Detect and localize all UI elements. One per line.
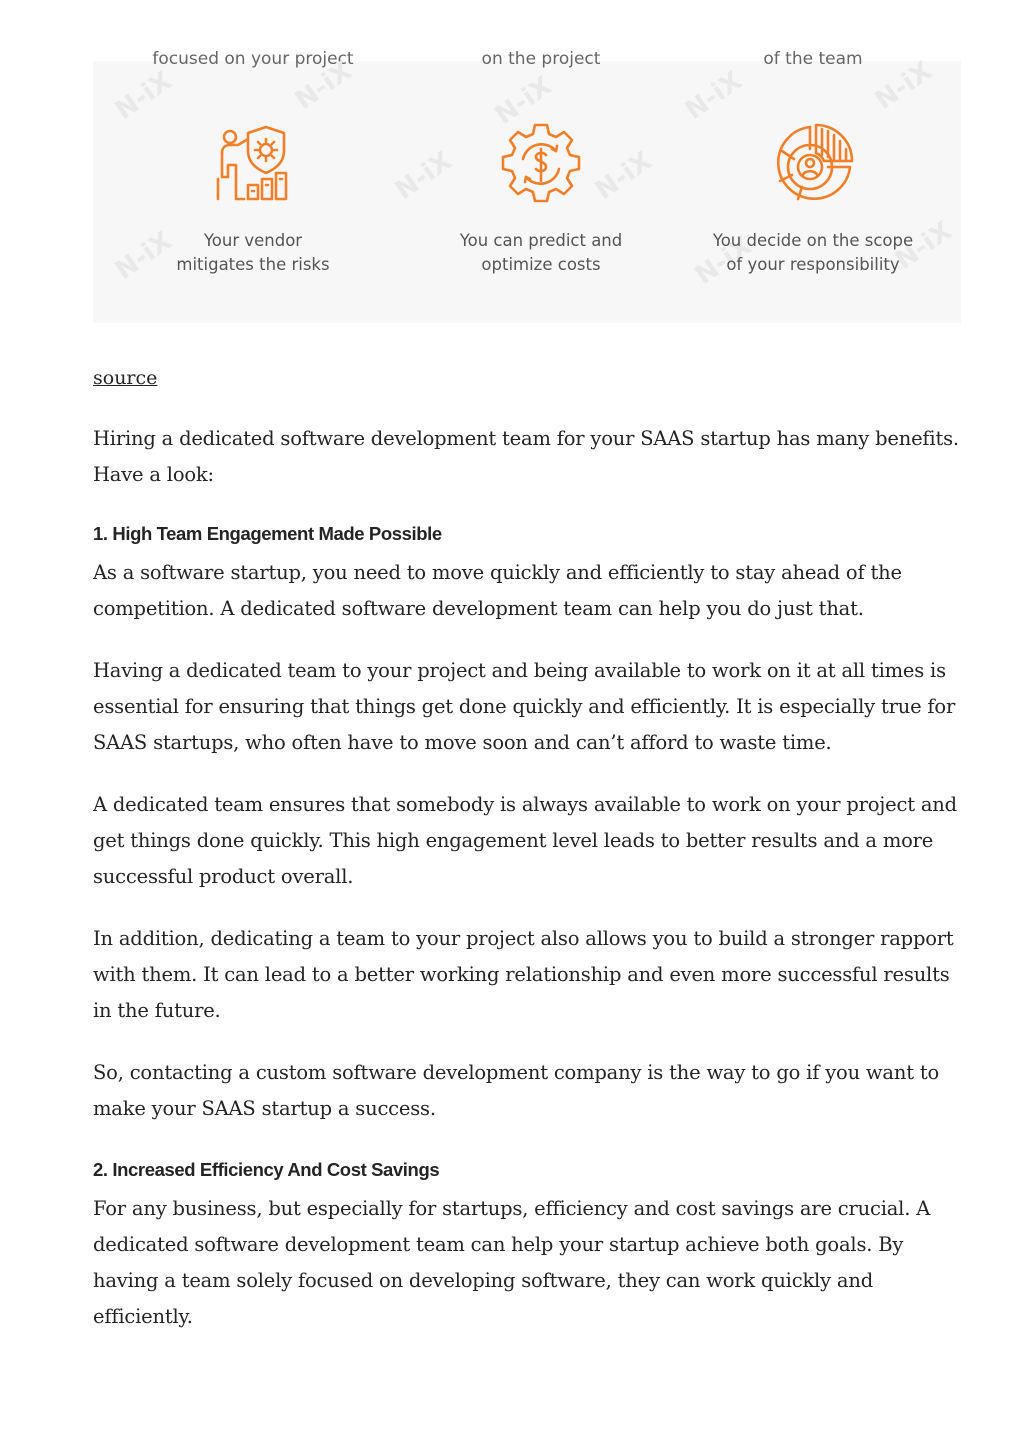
- article-body: [93, 362, 968, 1335]
- watermark: N-iX: [589, 146, 658, 206]
- section-heading: 1. High Team Engagement Made Possible: [93, 523, 442, 544]
- watermark: N-iX: [109, 66, 178, 126]
- source-link[interactable]: source: [93, 367, 158, 389]
- paragraph: As a software startup, you need to move quickly and efficiently to stay ahead of the competition. A dedicated software development team can help you do just that.: [93, 561, 902, 620]
- watermark: N-iX: [489, 71, 558, 131]
- cut-caption-3: of the team: [763, 49, 863, 69]
- cut-caption-1: focused on your project: [152, 49, 354, 69]
- watermark: N-iX: [289, 56, 358, 116]
- watermark: N-iX: [689, 231, 758, 291]
- feature-predict-costs: [411, 119, 671, 277]
- watermark: N-iX: [679, 66, 748, 126]
- paragraph: A dedicated team ensures that somebody is always available to work on your project and get things done quickly. This high engagement level leads to better results and a more successful product overall.: [93, 793, 957, 888]
- watermark: N-iX: [889, 216, 958, 276]
- intro-paragraph: Hiring a dedicated software development team for your SAAS startup has many benefits. Have a look:: [93, 427, 959, 486]
- target-person-icon: [768, 119, 858, 209]
- watermark: N-iX: [109, 226, 178, 286]
- section-heading: 2. Increased Efficiency And Cost Savings: [93, 1159, 440, 1180]
- paragraph: Having a dedicated team to your project and being available to work on it at all times is essential for ensuring that things get done quickly and efficiently. It is especially true for SAAS startups, who often have to move soon and can’t afford to waste time.: [93, 659, 956, 754]
- paragraph: In addition, dedicating a team to your project also allows you to build a stronger rapport with them. It can lead to a better working relationship and even more successful results in the future.: [93, 927, 954, 1022]
- paragraph: So, contacting a custom software development company is the way to go if you want to make your SAAS startup a success.: [93, 1061, 940, 1120]
- cut-caption-2: on the project: [481, 49, 601, 69]
- watermark: N-iX: [869, 56, 938, 116]
- gear-dollar-icon: [496, 119, 586, 209]
- watermark: N-iX: [389, 146, 458, 206]
- person-shield-chart-icon: [208, 119, 298, 209]
- feature-caption: You can predict and optimize costs: [459, 231, 623, 274]
- feature-scope: [683, 119, 943, 277]
- feature-vendor-risks: [123, 119, 383, 277]
- feature-caption: Your vendor mitigates the risks: [176, 231, 330, 274]
- paragraph: For any business, but especially for startups, efficiency and cost savings are crucial. A dedicated software development team can help your startup achieve both goals. By having a team solely focused on developing software, they can work quickly and efficiently.: [93, 1197, 931, 1328]
- feature-caption: You decide on the scope of your responsibility: [712, 231, 914, 274]
- benefits-infographic: [93, 49, 961, 323]
